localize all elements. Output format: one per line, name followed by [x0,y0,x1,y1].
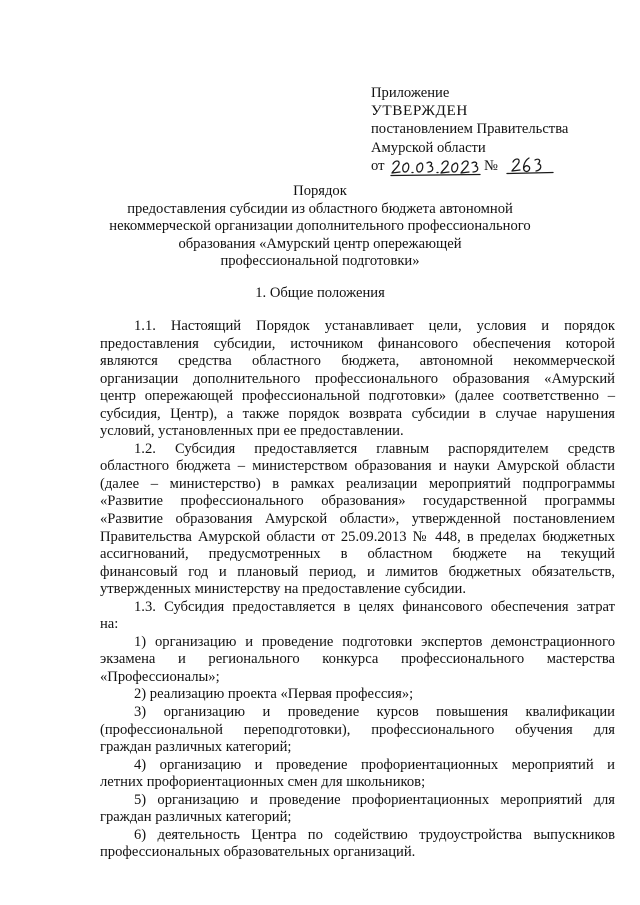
paragraph-1-1 [100,318,615,441]
text-line: граждан различных категорий; [100,809,292,826]
text-line: «Профессионалы»; [100,668,220,685]
text-line: предоставления субсидии, источником финансового обеспечения которой [100,335,615,352]
text-line: организации дополнительного профессионального образования «Амурский [100,370,615,387]
text-line: профессиональных образовательных организаций. [100,844,416,861]
text-line: экзамена и регионального конкурса профессионального мастерства [100,651,615,668]
text-line: центр опережающей профессиональной подготовки» (далее соответственно – [100,388,615,405]
text-line: 1.2. Субсидия предоставляется главным распорядителем средств [134,440,615,457]
text-line: 1) организацию и проведение подготовки экспертов демонстрационного [134,633,615,650]
approval-block [371,84,611,175]
number-prefix: № [484,157,498,174]
list-item-3 [100,704,615,757]
document-body [100,318,615,862]
order-title-line: некоммерческой организации дополнительного профессионального [109,218,531,235]
approved-label: УТВЕРЖДЕН [371,102,468,120]
list-item-1 [100,634,615,687]
text-line: граждан различных категорий; [100,739,292,756]
order-title-line: образования «Амурский центр опережающей [178,235,462,252]
order-title-line: профессиональной подготовки» [220,253,420,270]
text-line: областного бюджета – министерством образования и науки Амурской области [100,458,615,475]
section-title: 1. Общие положения [255,285,385,301]
order-title-line: Порядок [293,183,347,199]
text-line: «Развитие профессионального образования» государственной программы [100,493,615,510]
text-line: 2) реализацию проекта «Первая профессия»; [134,686,414,703]
text-line: утвержденных министерству на предоставление субсидии. [100,581,467,598]
text-line: Правительства Амурской области от 25.09.2013 № 448, в пределах бюджетных [100,528,615,545]
list-item-2 [100,686,615,704]
list-item-5 [100,792,615,827]
text-line: (далее – министерство) в рамках реализации мероприятий подпрограммы [100,475,615,492]
text-line: условий, установленных при ее предоставлении. [100,423,404,440]
text-line: ассигнований, предусмотренных в областном бюджете на текущий [100,546,615,563]
order-title-line: предоставления субсидии из областного бюджета автономной [127,200,513,217]
text-line: (профессиональной переподготовки), профессионального обучения для [100,721,615,738]
paragraph-1-3 [100,599,615,634]
text-line: 1.1. Настоящий Порядок устанавливает цели, условия и порядок [134,318,615,334]
text-line: субсидия, Центр), а также порядок возврата субсидии в случае нарушения [100,405,615,422]
list-item-6 [100,827,615,862]
list-item-4 [100,757,615,792]
text-line: «Развитие образования Амурской области», утвержденной постановлением [100,511,615,528]
text-line: 1.3. Субсидия предоставляется в целях финансового обеспечения затрат [134,598,615,615]
text-line: на: [100,616,119,633]
date-number-line [371,157,611,175]
text-line: 4) организацию и проведение профориентационных мероприятий и [134,756,615,773]
handwritten-date-number [371,152,571,178]
paragraph-1-2 [100,441,615,599]
text-line: летних профориентационных смен для школьников; [100,774,426,791]
text-line: 5) организацию и проведение профориентационных мероприятий для [134,791,615,808]
order-title [100,183,540,271]
region-label: Амурской области [371,139,486,156]
text-line: 6) деятельность Центра по содействию трудоустройства выпускников [134,826,615,843]
appendix-label: Приложение [371,85,450,101]
text-line: финансовый год и плановый период, и лимитов бюджетных обязательств, [100,563,615,580]
text-line: являются средства областного бюджета, автономной некоммерческой [100,353,615,370]
approved-by-label: постановлением Правительства [371,121,569,138]
text-line: 3) организацию и проведение курсов повышения квалификации [134,704,615,721]
date-prefix: от [371,157,385,174]
